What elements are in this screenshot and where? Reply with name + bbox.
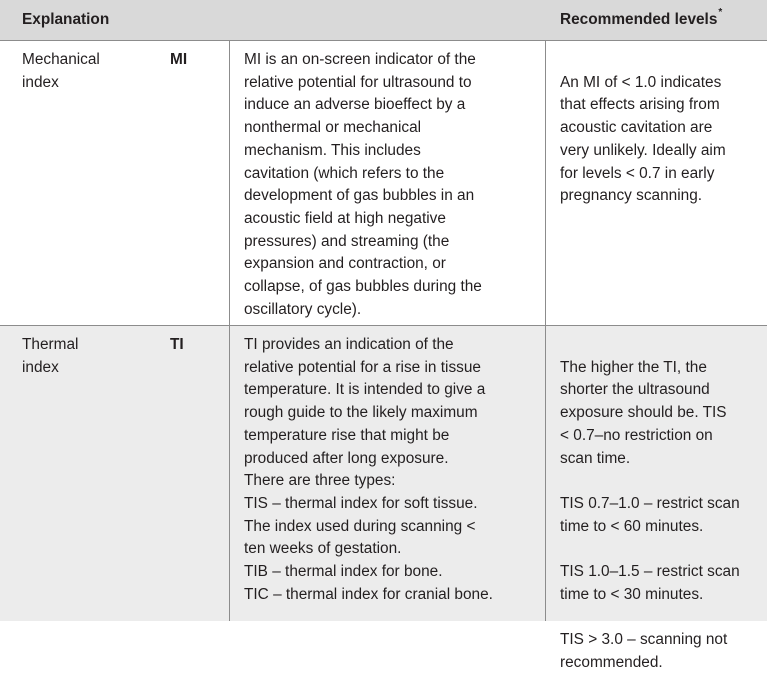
recommended-paragraph: TIS 0.7–1.0 – restrict scan time to < 60 minutes.	[560, 494, 740, 535]
index-abbreviation-cell: MI	[170, 51, 188, 68]
recommended-paragraph: TIS 1.0–1.5 – restrict scan time to < 30 minutes.	[560, 563, 740, 603]
index-name-cell: Thermal index	[22, 336, 79, 376]
column-divider	[545, 326, 546, 621]
header-footnote-mark: *	[718, 7, 723, 18]
recommended-paragraph: The higher the TI, the shorter the ultrasound exposure should be. TIS < 0.7–no restriction on scan time.	[560, 358, 727, 467]
table-row-thermal-index	[0, 326, 767, 671]
column-divider	[229, 41, 230, 325]
recommended-levels-cell	[560, 326, 760, 671]
recommended-paragraph: An MI of < 1.0 indicates that effects arising from acoustic cavitation are very unlikely. Ideally aim for levels < 0.7 in early pregnancy scanning.	[560, 73, 726, 205]
header-explanation: Explanation	[22, 11, 110, 28]
column-divider	[229, 326, 230, 621]
index-name-cell: Mechanical index	[22, 51, 100, 91]
column-divider	[545, 41, 546, 325]
header-recommended-label: Recommended levels	[560, 11, 718, 28]
index-description-cell: TI provides an indication of the relative potential for a rise in tissue temperature. It is intended to give a rough guide to the likely maximum temperature rise that might be produced after long exposure. There are three types: TIS – thermal index for soft tissue. The index used during scanning < ten weeks of gestation. TIB – thermal index for bone. TIC – thermal index for cranial bone.	[244, 336, 493, 603]
table-row-mechanical-index	[0, 41, 767, 326]
recommended-levels-cell	[560, 41, 760, 325]
recommended-paragraph: TIS > 3.0 – scanning not recommended.	[560, 631, 728, 671]
index-abbreviation-cell: TI	[170, 336, 184, 353]
table-header-row	[0, 0, 767, 41]
index-description-cell: MI is an on-screen indicator of the relative potential for ultrasound to induce an adverse bioeffect by a nonthermal or mechanical mechanism. This includes cavitation (which refers to the development of gas bubbles in an acoustic field at high negative pressures) and streaming (the expansion and contraction, or collapse, of gas bubbles during the oscillatory cycle).	[244, 51, 482, 318]
header-recommended-levels	[560, 9, 722, 31]
